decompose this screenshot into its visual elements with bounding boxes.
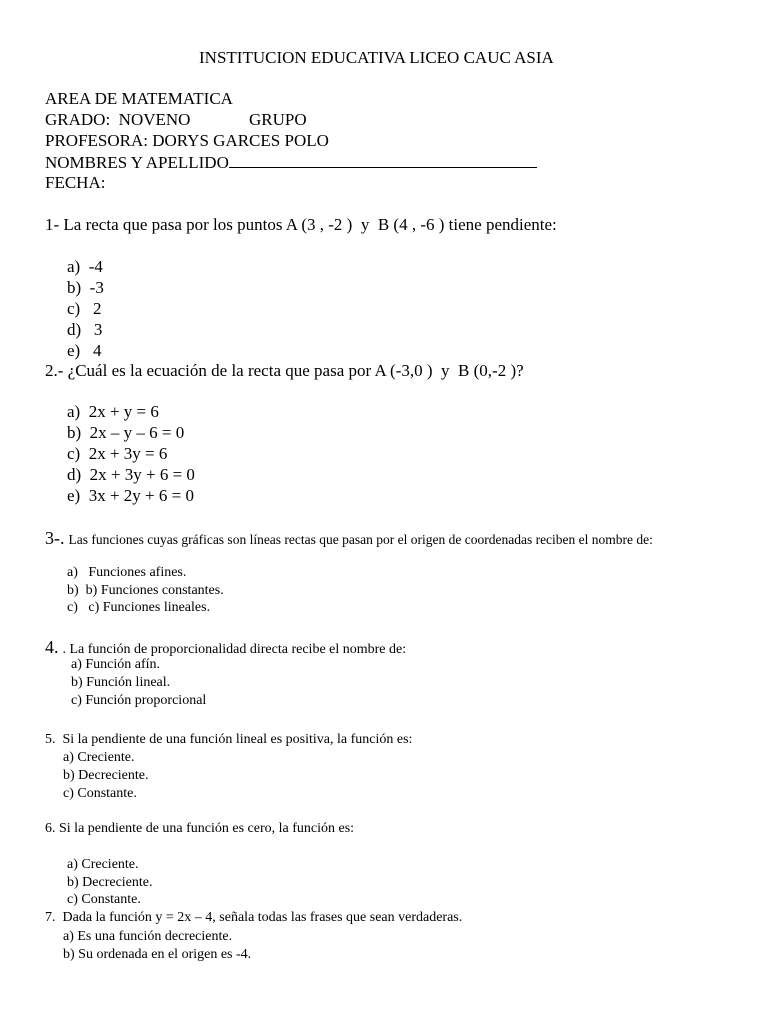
option: c) 2x + 3y = 6 (67, 444, 168, 463)
option: d) 2x + 3y + 6 = 0 (67, 465, 195, 484)
question-number: 4. (45, 637, 59, 657)
option: b) Función lineal. (71, 675, 171, 690)
option: a) Creciente. (67, 857, 139, 872)
question-number: 1- (45, 215, 60, 234)
option: e) 3x + 2y + 6 = 0 (67, 486, 194, 505)
option: c) Constante. (67, 892, 141, 907)
question-6 (45, 822, 354, 836)
question-5 (45, 733, 412, 747)
question-number: 7. (45, 910, 56, 925)
nombres-label: NOMBRES Y APELLIDO (45, 153, 229, 172)
option: c) 2 (67, 299, 102, 318)
option: b) Su ordenada en el origen es -4. (63, 947, 252, 962)
option: d) 3 (67, 320, 103, 339)
option: a) 2x + y = 6 (67, 402, 159, 421)
option: b) b) Funciones constantes. (67, 583, 224, 598)
question-number: 2.- (45, 361, 64, 380)
option: c) Función proporcional (71, 693, 207, 708)
option: a) Es una función decreciente. (63, 929, 233, 944)
question-text: La recta que pasa por los puntos A (3 , -2 ) y B (4 , -6 ) tiene pendiente: (63, 215, 557, 234)
question-3 (45, 529, 653, 548)
option: b) 2x – y – 6 = 0 (67, 423, 185, 442)
question-1 (45, 216, 557, 233)
question-text: Si la pendiente de una función es cero, la función es: (59, 821, 355, 836)
option: e) 4 (67, 341, 102, 360)
grupo-label: GRUPO (249, 110, 307, 129)
question-number: 3-. (45, 528, 65, 548)
grado-line: GRADO: NOVENO (45, 110, 191, 129)
fecha-line: FECHA: (45, 173, 106, 192)
option: a) -4 (67, 257, 103, 276)
question-number: 6. (45, 821, 56, 836)
option: b) -3 (67, 278, 104, 297)
option: b) Decreciente. (67, 875, 153, 890)
school-title: INSTITUCION EDUCATIVA LICEO CAUC ASIA (199, 48, 554, 67)
name-blank[interactable] (229, 153, 537, 168)
question-4 (45, 638, 406, 657)
option: a) Funciones afines. (67, 565, 187, 580)
question-2 (45, 362, 524, 379)
option: a) Función afín. (71, 657, 161, 672)
question-number: 5. (45, 732, 56, 747)
option: c) Constante. (63, 786, 137, 801)
question-7 (45, 911, 462, 925)
question-text: ¿Cuál es la ecuación de la recta que pasa por A (-3,0 ) y B (0,-2 )? (67, 361, 524, 380)
question-text: Las funciones cuyas gráficas son líneas rectas que pasan por el origen de coordenadas reciben el nombre de: (68, 532, 653, 547)
question-text: Si la pendiente de una función lineal es positiva, la función es: (62, 732, 413, 747)
option: c) c) Funciones lineales. (67, 600, 211, 615)
profesora-line: PROFESORA: DORYS GARCES POLO (45, 131, 329, 150)
option: a) Creciente. (63, 750, 135, 765)
question-text: . La función de proporcionalidad directa recibe el nombre de: (62, 642, 407, 657)
area-line: AREA DE MATEMATICA (45, 89, 233, 108)
option: b) Decreciente. (63, 768, 149, 783)
nombres-line (45, 153, 537, 171)
question-text: Dada la función y = 2x – 4, señala todas las frases que sean verdaderas. (62, 910, 463, 925)
